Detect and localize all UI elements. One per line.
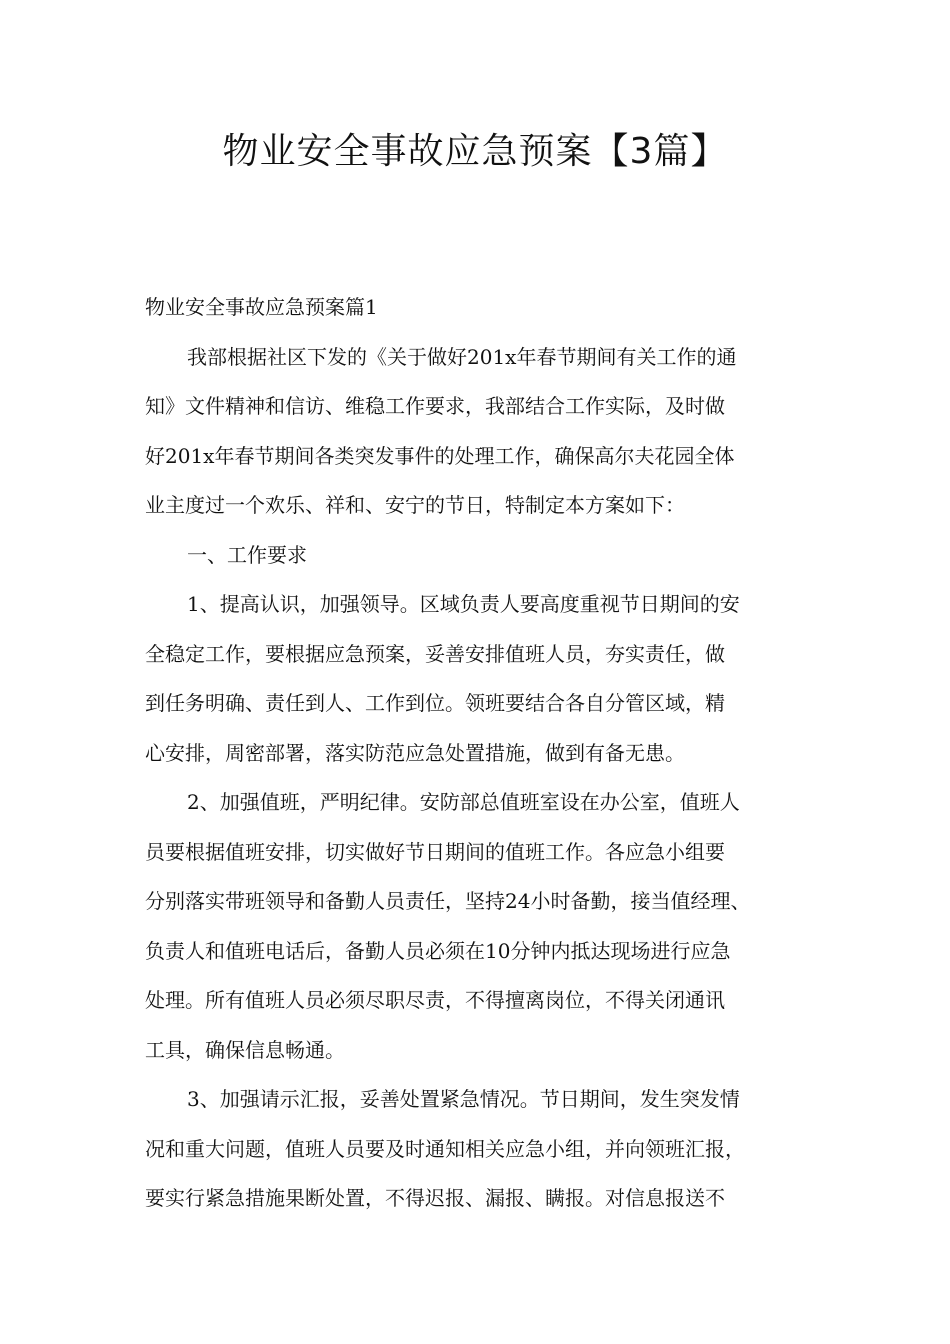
body-line: 知》文件精神和信访、维稳工作要求，我部结合工作实际，及时做 [145, 394, 725, 418]
body-line: 一、工作要求 [187, 542, 307, 567]
body-line: 3、加强请示汇报，妥善处置紧急情况。节日期间，发生突发情 [187, 1087, 740, 1111]
body-line: 物业安全事故应急预案篇1 [145, 295, 378, 319]
body-line: 心安排，周密部署，落实防范应急处置措施，做到有备无患。 [145, 740, 685, 765]
body-line: 工具，确保信息畅通。 [145, 1037, 345, 1062]
body-line: 1、提高认识，加强领导。区域负责人要高度重视节日期间的安 [187, 592, 740, 616]
body-line: 分别落实带班领导和备勤人员责任，坚持24小时备勤，接当值经理、 [145, 889, 751, 913]
body-line: 要实行紧急措施果断处置，不得迟报、漏报、瞒报。对信息报送不 [145, 1186, 725, 1210]
body-line: 业主度过一个欢乐、祥和、安宁的节日，特制定本方案如下： [145, 493, 685, 517]
body-line: 员要根据值班安排，切实做好节日期间的值班工作。各应急小组要 [145, 839, 725, 864]
body-line: 我部根据社区下发的《关于做好201x年春节期间有关工作的通 [187, 344, 737, 369]
body-line: 2、加强值班，严明纪律。安防部总值班室设在办公室，值班人 [187, 790, 740, 814]
body-line: 负责人和值班电话后，备勤人员必须在10分钟内抵达现场进行应急 [145, 938, 731, 963]
document-title: 物业安全事故应急预案【3篇】 [222, 131, 728, 172]
body-line: 况和重大问题，值班人员要及时通知相关应急小组，并向领班汇报， [145, 1136, 745, 1161]
body-line: 处理。所有值班人员必须尽职尽责，不得擅离岗位，不得关闭通讯 [145, 988, 725, 1012]
document-body [145, 283, 815, 1224]
body-line: 好201x年春节期间各类突发事件的处理工作，确保高尔夫花园全体 [145, 443, 735, 468]
body-line: 全稳定工作，要根据应急预案，妥善安排值班人员，夯实责任，做 [145, 641, 725, 666]
body-line: 到任务明确、责任到人、工作到位。领班要结合各自分管区域，精 [145, 691, 725, 715]
